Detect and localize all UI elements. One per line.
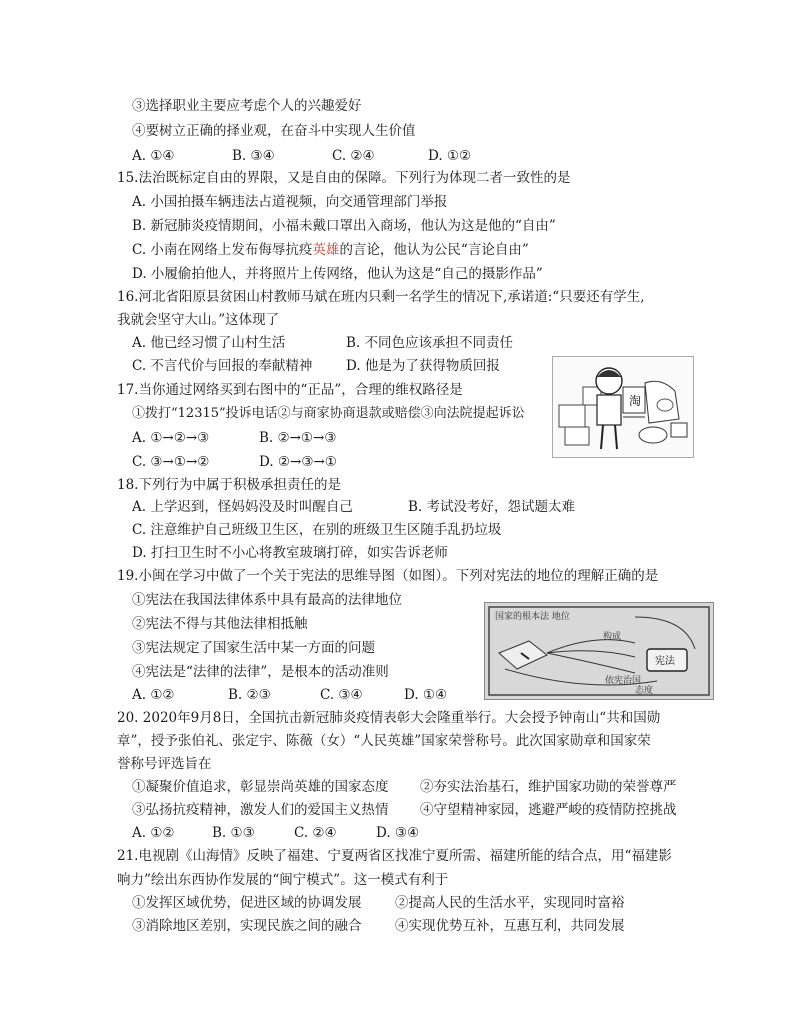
q17-cartoon-image bbox=[552, 356, 694, 458]
q15-option-c bbox=[132, 240, 529, 260]
q19-choice-b: B. ②③ bbox=[228, 687, 271, 703]
q20-item-2: ②夯实法治基石，维护国家功勋的荣誉尊严 bbox=[420, 779, 677, 795]
q20-choice-c: C. ②④ bbox=[294, 825, 337, 841]
q19-map-taidu-label: 态度 bbox=[635, 686, 654, 696]
q14-choice-b: B. ③④ bbox=[232, 148, 275, 164]
q14-choice-d: D. ①② bbox=[428, 148, 472, 164]
constitution-mindmap-icon bbox=[485, 603, 713, 699]
q17-items: ①拨打“12315”投诉电话②与商家协商退款或赔偿③向法院提起诉讼 bbox=[132, 406, 525, 421]
q20-stem-line3: 誉称号评选旨在 bbox=[117, 756, 212, 772]
q17-option-d: D. ②→③→① bbox=[259, 454, 337, 470]
q20-choice-a: A. ①② bbox=[132, 825, 175, 841]
q19-stem: 19.小闽在学习中做了一个关于宪法的思维导图（如图）。下列对宪法的地位的理解正确的是 bbox=[117, 568, 659, 584]
q18-option-c: C. 注意维护自己班级卫生区，在别的班级卫生区随手乱扔垃圾 bbox=[132, 522, 502, 538]
q20-item-1: ①凝聚价值追求，彰显崇尚英雄的国家态度 bbox=[132, 779, 389, 795]
q15-option-d: D. 小履偷拍他人，并将照片上传网络，他认为这是“自己的摄影作品” bbox=[132, 266, 543, 282]
q19-item-2: ②宪法不得与其他法律相抵触 bbox=[132, 616, 308, 632]
q16-option-d: D. 他是为了获得物质回报 bbox=[346, 358, 500, 374]
q18-stem: 18.下列行为中属于积极承担责任的是 bbox=[117, 477, 341, 493]
q19-item-1: ①宪法在我国法律体系中具有最高的法律地位 bbox=[132, 592, 402, 608]
q18-option-b: B. 考试没考好，怨试题太难 bbox=[408, 499, 576, 515]
q20-stem-line2: 章”，授予张伯礼、张定宇、陈薇（女）“人民英雄”国家荣誉称号。此次国家勋章和国家荣 bbox=[117, 733, 651, 749]
q14-item-4: ④要树立正确的择业观，在奋斗中实现人生价值 bbox=[132, 123, 416, 139]
q17-option-c: C. ③→①→② bbox=[132, 454, 210, 470]
q14-choice-c: C. ②④ bbox=[332, 148, 375, 164]
q21-stem-line2: 响力”绘出东西协作发展的“闽宁模式”。这一模式有利于 bbox=[117, 872, 449, 888]
q19-map-top-label: 国家的根本法 地位 bbox=[495, 612, 570, 622]
q14-choices bbox=[132, 146, 471, 166]
q19-map-yiguo-label: 依宪治国 bbox=[605, 676, 642, 686]
q15-option-c-pre: C. 小南在网络上发布侮辱抗疫 bbox=[132, 242, 313, 258]
q18-option-d: D. 打扫卫生时不小心将教室玻璃打碎，如实告诉老师 bbox=[132, 545, 448, 561]
q20-item-4: ④守望精神家园，逃避严峻的疫情防控挑战 bbox=[420, 802, 677, 818]
q19-item-4: ④宪法是“法律的法律”，是根本的活动准则 bbox=[132, 664, 389, 680]
q21-item-3: ③消除地区差别，实现民族之间的融合 bbox=[132, 918, 362, 934]
q16-option-c: C. 不言代价与回报的奉献精神 bbox=[132, 358, 313, 374]
q17-option-b: B. ②→①→③ bbox=[259, 430, 337, 446]
q14-choice-a: A. ①④ bbox=[132, 148, 175, 164]
fake-goods-cartoon-icon bbox=[553, 357, 693, 457]
q16-stem-line1: 16.河北省阳原县贫困山村教师马斌在班内只剩一名学生的情况下,承诺道:“只要还有学生, bbox=[117, 289, 645, 305]
q20-stem-line1: 20. 2020年9月8日，全国抗击新冠肺炎疫情表彰大会隆重举行。大会授予钟南山“共和国勋 bbox=[117, 710, 661, 726]
q20-choices bbox=[132, 823, 419, 843]
q21-item-1: ①发挥区域优势，促进区域的协调发展 bbox=[132, 895, 362, 911]
q17-stem: 17.当你通过网络买到右图中的“正品”，合理的维权路径是 bbox=[117, 382, 463, 398]
q15-stem: 15.法治既标定自由的界限，又是自由的保障。下列行为体现二者一致性的是 bbox=[117, 170, 571, 186]
q21-stem-line1: 21.电视剧《山海情》反映了福建、宁夏两省区找准宁夏所需、福建所能的结合点，用“福建影 bbox=[117, 848, 672, 864]
q18-option-a: A. 上学迟到，怪妈妈没及时叫醒自己 bbox=[132, 499, 353, 515]
q15-option-b: B. 新冠肺炎疫情期间，小福未戴口罩出入商场，他认为这是他的“自由” bbox=[132, 218, 556, 234]
q20-item-3: ③弘扬抗疫精神，激发人们的爱国主义热情 bbox=[132, 802, 389, 818]
q16-option-b: B. 不同色应该承担不同责任 bbox=[346, 335, 514, 351]
q17-bag-label: 淘 bbox=[629, 394, 642, 408]
q14-item-3: ③选择职业主要应考虑个人的兴趣爱好 bbox=[132, 98, 362, 114]
q17-option-a: A. ①→②→③ bbox=[132, 430, 210, 446]
q20-choice-d: D. ③④ bbox=[376, 825, 420, 841]
q16-stem-line2: 我就会坚守大山。”这体现了 bbox=[117, 312, 280, 328]
q19-choice-d: D. ①④ bbox=[404, 687, 448, 703]
q15-option-c-post: 的言论，他认为公民“言论自由” bbox=[339, 242, 529, 258]
q20-choice-b: B. ①③ bbox=[212, 825, 255, 841]
q21-item-4: ④实现优势互补，互惠互利，共同发展 bbox=[395, 918, 625, 934]
q19-choice-c: C. ③④ bbox=[320, 687, 363, 703]
q19-choices bbox=[132, 685, 447, 705]
q15-option-a: A. 小国拍摄车辆违法占道视频，向交通管理部门举报 bbox=[132, 194, 448, 210]
q21-item-2: ②提高人民的生活水平，实现同时富裕 bbox=[395, 895, 625, 911]
q19-item-3: ③宪法规定了国家生活中某一方面的问题 bbox=[132, 640, 375, 656]
q19-map-gou-label: 构成 bbox=[603, 632, 622, 642]
q19-mindmap-image bbox=[484, 602, 714, 700]
q19-map-xianfa-label: 宪法 bbox=[655, 656, 675, 667]
q19-choice-a: A. ①② bbox=[132, 687, 175, 703]
q15-option-c-highlight: 英雄 bbox=[312, 242, 340, 258]
q16-option-a: A. 他已经习惯了山村生活 bbox=[132, 335, 286, 351]
